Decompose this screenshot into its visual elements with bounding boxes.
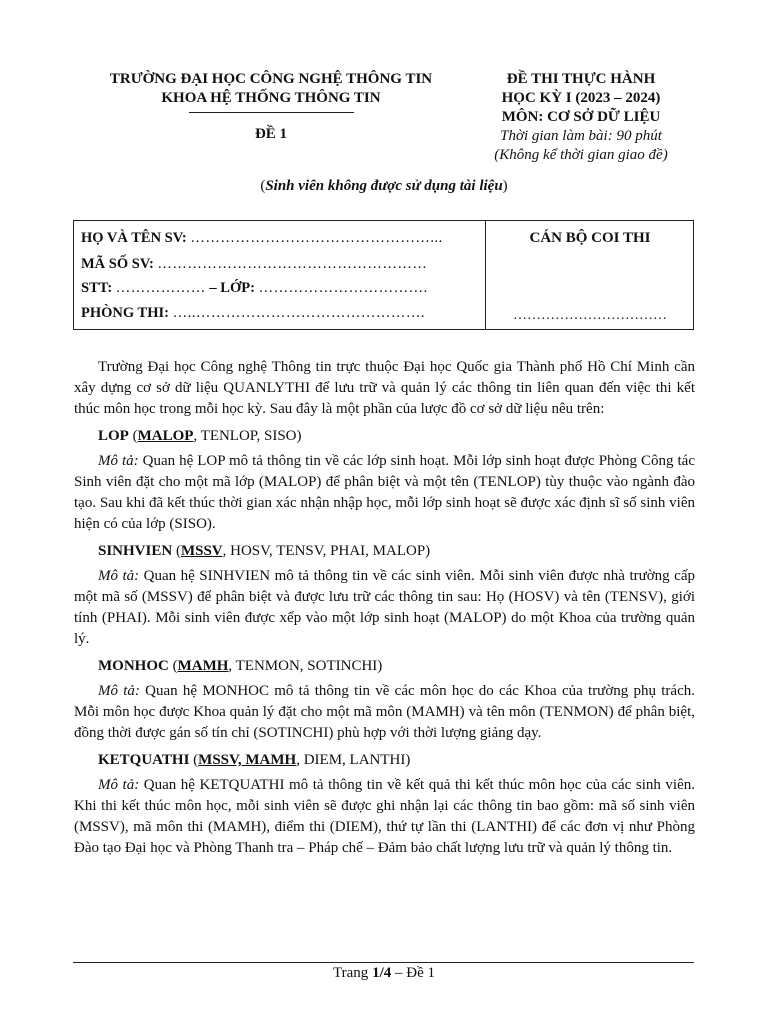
primary-key: MSSV, MAMH xyxy=(198,752,297,768)
relation-lop-desc: Mô tả: Quan hệ LOP mô tả thông tin về các lớp sinh hoạt. Mỗi lớp sinh hoạt được Phòng Công tác Sinh viên đặt cho một mã lớp (MALOP) để phân biệt và một tên (TENLOP) tùy thuộc vào ngành đào tạo. Sau khi đã kết thúc thời gian xác nhận nhập học, mỗi lớp sinh hoạt sẽ được xác định sĩ số sinh viên hiện có của lớp (SISO). xyxy=(74,453,695,532)
relation-ketquathi-desc: Mô tả: Quan hệ KETQUATHI mô tả thông tin về kết quả thi kết thúc môn học của các sinh viên. Khi thi kết thúc môn học, mỗi sinh viên sẽ được ghi nhận lại các thông tin bao gồm: mã số sinh viên (MSSV), mã môn thi (MAMH), điểm thi (DIEM), thứ tự lần thi (LANTHI) để các đơn vị như Phòng Đào tạo Đại học và Phòng Thanh tra – Pháp chế – Đảm bảo chất lượng lưu trữ và quản lý thông tin. xyxy=(74,777,695,856)
relation-sinhvien-desc: Mô tả: Quan hệ SINHVIEN mô tả thông tin về các sinh viên. Mỗi sinh viên được nhà trường cấp một mã số (MSSV) để phân biệt và được lưu trữ các thông tin sau: Họ (HOSV) và tên (TENSV), giới tính (PHAI). Mỗi sinh viên được xếp vào một lớp sinh hoạt (MALOP) do một Khoa của trường quản lý. xyxy=(74,568,695,647)
school-header xyxy=(76,70,466,143)
class-blank: ……………………………. xyxy=(258,280,428,296)
exam-room-blank: …..………………………………………. xyxy=(172,305,425,321)
faculty-name: KHOA HỆ THỐNG THÔNG TIN xyxy=(161,90,381,106)
subject: MÔN: CƠ SỞ DỮ LIỆU xyxy=(501,109,661,125)
primary-key: MAMH xyxy=(177,658,229,674)
duration: Thời gian làm bài: 90 phút xyxy=(500,128,662,144)
proctor-label: CÁN BỘ COI THI xyxy=(529,230,651,246)
university-name: TRƯỜNG ĐẠI HỌC CÔNG NGHỆ THÔNG TIN xyxy=(109,71,433,87)
header-underline xyxy=(189,112,354,113)
footer-rule xyxy=(73,962,694,963)
intro-paragraph: Trường Đại học Công nghệ Thông tin trực thuộc Đại học Quốc gia Thành phố Hồ Chí Minh cần xây dựng cơ sở dữ liệu QUANLYTHI để lưu trữ và quản lý các thông tin liên quan đến việc thi kết thúc môn học trong mỗi học kỳ. Sau đây là một phần của lược đồ cơ sở dữ liệu nêu trên: xyxy=(74,359,695,417)
page-footer: Trang 1/4 – Đề 1 xyxy=(333,965,435,981)
stt-blank: ……………… xyxy=(115,280,206,296)
student-info-box xyxy=(73,220,694,330)
duration-note: (Không kể thời gian giao đề) xyxy=(494,147,668,163)
student-name-blank: …………………………………………... xyxy=(190,230,443,246)
exam-body xyxy=(74,357,695,863)
student-name-row: HỌ VÀ TÊN SV: …………………………………………... xyxy=(81,230,443,246)
relation-ketquathi: KETQUATHI (MSSV, MAMH, DIEM, LANTHI) xyxy=(98,752,411,768)
materials-note: (Sinh viên không được sử dụng tài liệu) xyxy=(260,178,508,194)
exam-header xyxy=(474,70,688,165)
stt-class-row: STT: ……………… – LỚP: ……………………………. xyxy=(81,280,428,296)
exam-room-row: PHÒNG THI: …..………………………………………. xyxy=(81,305,425,321)
exam-code: ĐỀ 1 xyxy=(254,126,288,142)
relation-monhoc-desc: Mô tả: Quan hệ MONHOC mô tả thông tin về các môn học do các Khoa của trường phụ trách. Mỗi môn học được Khoa quản lý đặt cho một mã môn (MAMH) và tên môn (TENMON) để phân biệt, đồng thời được gán số tín chỉ (SOTINCHI) phù hợp với thời lượng giảng dạy. xyxy=(74,683,695,741)
relation-monhoc: MONHOC (MAMH, TENMON, SOTINCHI) xyxy=(98,658,383,674)
semester: HỌC KỲ I (2023 – 2024) xyxy=(501,90,661,106)
primary-key: MALOP xyxy=(137,428,194,444)
materials-note-text: Sinh viên không được sử dụng tài liệu xyxy=(265,178,503,194)
exam-type: ĐỀ THI THỰC HÀNH xyxy=(506,71,656,87)
page-number: 1/4 xyxy=(372,965,392,981)
proctor-signature-blank: …………………………… xyxy=(513,308,667,323)
relation-lop: LOP (MALOP, TENLOP, SISO) xyxy=(98,428,302,444)
relation-sinhvien: SINHVIEN (MSSV, HOSV, TENSV, PHAI, MALOP) xyxy=(98,543,431,559)
student-id-row: MÃ SỐ SV: ……………………………………………… xyxy=(81,256,428,272)
student-id-blank: ……………………………………………… xyxy=(157,256,428,272)
primary-key: MSSV xyxy=(180,543,223,559)
